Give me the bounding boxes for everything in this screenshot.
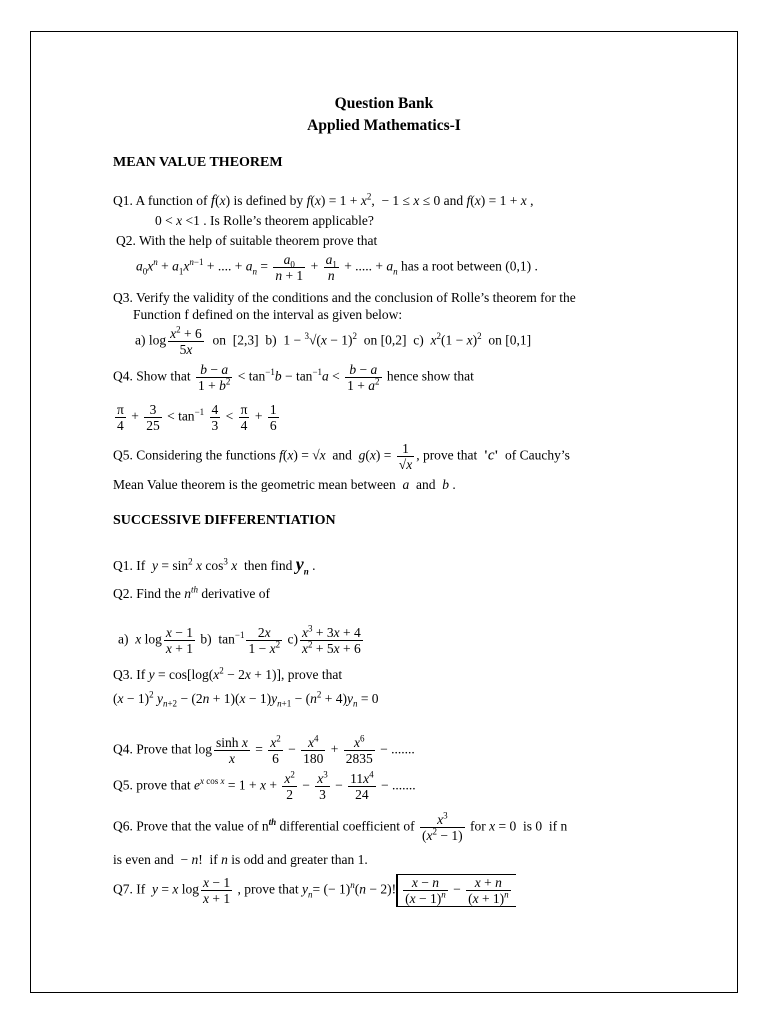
page-subtitle: Applied Mathematics-I <box>307 117 461 134</box>
sd-q7: Q7. If y = x log $\frac{x - 1}{x + 1}$ , prove that $y_n=$ (− 1)$^n$(n − 2)! $\frac{x - n}{(x - 1)^n}$ − $\frac{x + n}{(x + 1)^n}$ <box>113 874 516 907</box>
sd-q1: Q1. If $y = \sin^2 x$ $\cos^3 x$ then find $y_n$ . <box>113 554 316 577</box>
section-heading-sd: SUCCESSIVE DIFFERENTIATION <box>113 513 336 528</box>
page-border <box>30 31 738 993</box>
mvt-q3-parts: a) log $\frac{x^2 + 6}{5x}$ on [2,3] b) $1 - ^3√(x - 1)^2$ on [0,2] c) $x^2(1 - x)^2$ on [0,1] <box>135 324 532 357</box>
mvt-q4: Q4. Show that $\frac{b - a}{1 + b^2}$ < $\tan^{-1}b - \tan^{-1}a$ < $\frac{b - a}{1 + a^2}$ hence show that <box>113 362 474 393</box>
mvt-q3-line2: Function f defined on the interval as given below: <box>133 307 403 322</box>
page-title: Question Bank <box>334 95 434 112</box>
mvt-q1-cont: 0 < x <1 . Is Rolle’s theorem applicable? <box>155 213 374 228</box>
mvt-q5-line2: Mean Value theorem is the geometric mean between a and b . <box>113 477 456 492</box>
mvt-q2: Q2. With the help of suitable theorem prove that <box>116 233 378 248</box>
sd-q3: Q3. If $y = \cos[\log(x^2 - 2x + 1)]$, prove that <box>113 665 343 682</box>
mvt-q5: Q5. Considering the functions f(x) = √x and g(x) = $\frac{1}{√x}$ , prove that 'c' of Cauchy’s <box>113 441 570 472</box>
mvt-q3: Q3. Verify the validity of the conditions and the conclusion of Rolle’s theorem for the <box>113 290 576 305</box>
mvt-q4-inequality: $\frac{\pi}{4}$ + $\frac{3}{25}$ < $\tan^{-1}$ $\frac{4}{3}$ < $\frac{\pi}{4}$ + $\frac{1}{6}$ <box>117 402 277 433</box>
sd-q4: Q4. Prove that log $\frac{\text{sinh x}}{x}$ = $\frac{x^2}{6}$ − $\frac{x^4}{180}$ + $\frac{x^6}{2835}$ − ....... <box>113 733 415 766</box>
section-heading-mvt: MEAN VALUE THEOREM <box>113 155 283 170</box>
sd-q2: Q2. Find the $n^{th}$ derivative of <box>113 584 271 601</box>
mvt-q1: Q1. A function of f(x) is defined by $f(x) = 1 + x^2$, − 1 ≤ x ≤ 0 and f(x) = 1 + x , <box>113 191 534 209</box>
sd-q6: Q6. Prove that the value of $n^{th}$ differential coefficient of $\frac{x^3}{(x^2 - 1)}$ for x = 0 is 0 if n <box>113 810 568 843</box>
sd-q5: Q5. prove that $e^{x cos x} = 1 + x$ + $\frac{x^2}{2}$ − $\frac{x^3}{3}$ − $\frac{11x^4}{24}$ − ....... <box>113 769 416 802</box>
sd-q2-parts: a) x log $\frac{x - 1}{x + 1}$ b) $\tan^{-1}$ $\frac{2x}{1 - x^2}$ c) $\frac{x^3 + 3x + 4}{x^2 + 5x + 6}$ <box>118 623 361 656</box>
sd-q6-line2: is even and − n! if n is odd and greater than 1. <box>113 852 368 867</box>
mvt-q2-equation: $a_0x^n + a_1x^{n-1}$ + .... + $a_n$ = $\frac{a_0}{n + 1}$ + $\frac{a_1}{n}$ + ..... + $a_n$ has a root between (0,1) . <box>136 252 538 283</box>
sd-q3-equation: $(x - 1)^2$ $y_{n+2} - (2n + 1)(x - 1)y_{n+1} - (n^2 + 4)y_n = 0$ <box>113 689 379 709</box>
